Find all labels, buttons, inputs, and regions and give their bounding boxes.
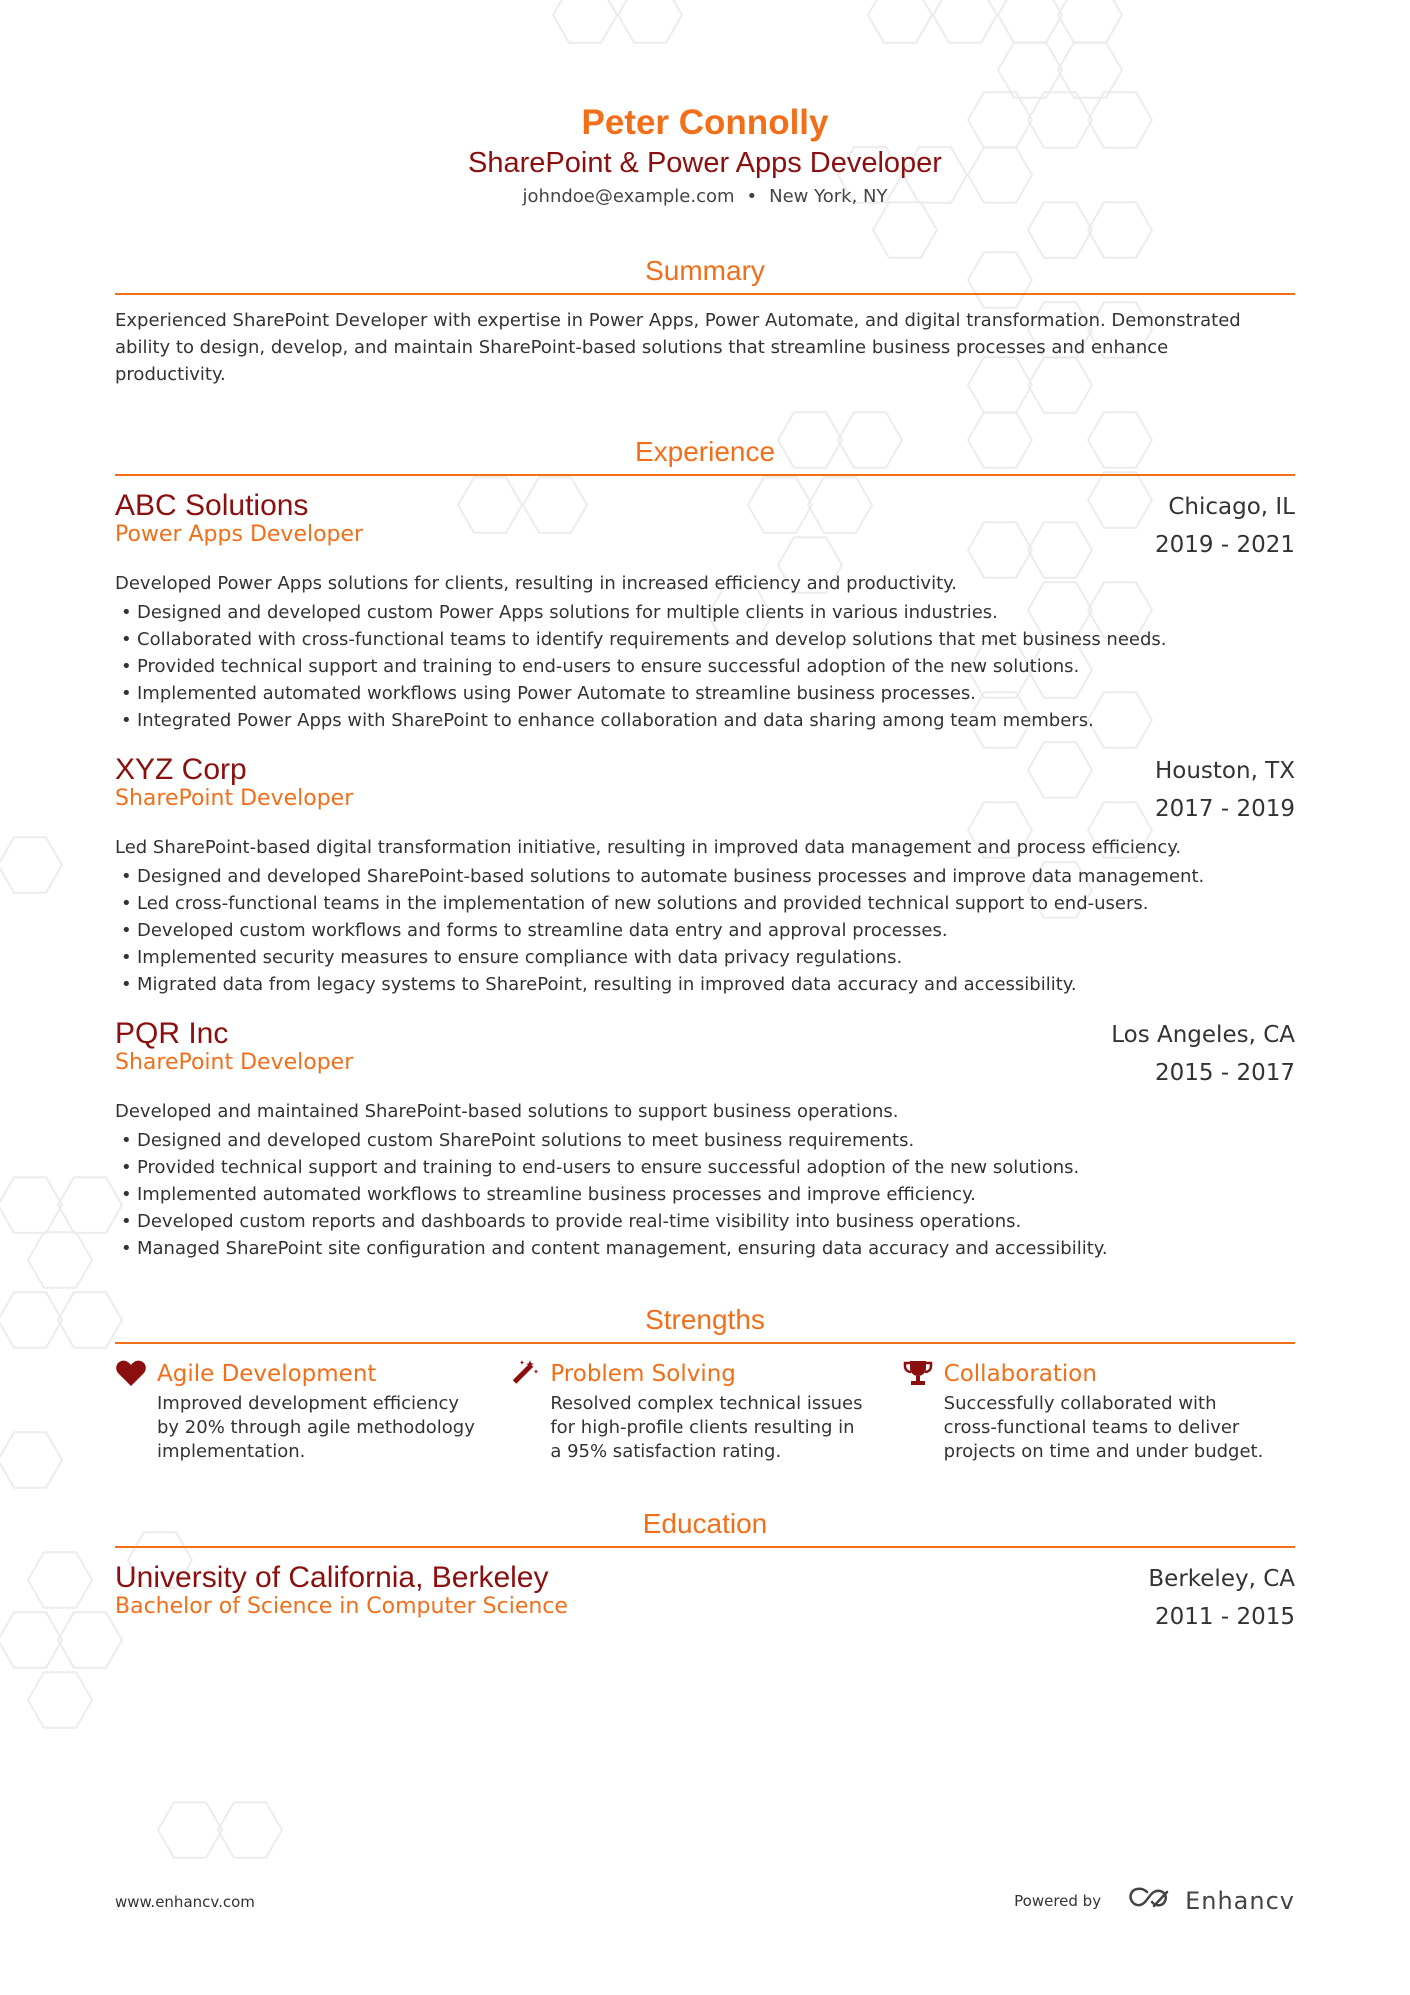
hexagon-shape bbox=[28, 1672, 92, 1727]
strength-title: Agile Development bbox=[157, 1360, 377, 1387]
resume-header bbox=[115, 0, 1295, 207]
job-dates: 2017 - 2019 bbox=[1155, 795, 1295, 822]
hexagon-shape bbox=[0, 1432, 62, 1487]
candidate-name: Peter Connolly bbox=[581, 103, 829, 142]
hexagon-shape bbox=[0, 1292, 62, 1347]
strength-title: Collaboration bbox=[943, 1360, 1097, 1387]
bullet-item: • Managed SharePoint site configuration and content management, ensuring data accuracy and accessibility. bbox=[121, 1235, 1295, 1262]
email[interactable]: johndoe@example.com bbox=[522, 185, 735, 207]
education-dates: 2011 - 2015 bbox=[1155, 1603, 1295, 1630]
school-name: University of California, Berkeley bbox=[115, 1560, 549, 1594]
strength-item bbox=[902, 1358, 1295, 1464]
bullet-item: • Led cross-functional teams in the implementation of new solutions and provided technical support to end-users. bbox=[121, 890, 1295, 917]
bullet-item: • Implemented security measures to ensure compliance with data privacy regulations. bbox=[121, 944, 1295, 971]
job-position: SharePoint Developer bbox=[115, 1049, 354, 1075]
strengths-list bbox=[115, 1358, 1295, 1464]
hexagon-shape bbox=[0, 1612, 62, 1667]
job-location: Chicago, IL bbox=[1168, 493, 1295, 520]
enhancv-logo-icon bbox=[1127, 1886, 1175, 1916]
strength-item bbox=[508, 1358, 901, 1464]
strength-description: Resolved complex technical issues for high-profile clients resulting in a 95% satisfaction rating. bbox=[550, 1392, 863, 1462]
hexagon-shape bbox=[28, 1232, 92, 1287]
hexagon-shape bbox=[58, 1612, 122, 1667]
bullet-item: • Provided technical support and training to end-users to ensure successful adoption of the new solutions. bbox=[121, 653, 1295, 680]
bullet-item: • Designed and developed custom SharePoint solutions to meet business requirements. bbox=[121, 1127, 1295, 1154]
hexagon-shape bbox=[0, 837, 62, 892]
strength-item bbox=[115, 1358, 508, 1464]
job-dates: 2015 - 2017 bbox=[1155, 1059, 1295, 1086]
footer bbox=[115, 1883, 1295, 1923]
bullet-item: • Developed custom reports and dashboards to provide real-time visibility into business operations. bbox=[121, 1208, 1295, 1235]
bullet-item: • Implemented automated workflows using Power Automate to streamline business processes. bbox=[121, 680, 1295, 707]
summary-heading: Summary bbox=[115, 255, 1295, 295]
bullet-item: • Designed and developed SharePoint-based solutions to automate business processes and improve data management. bbox=[121, 863, 1295, 890]
hexagon-shape bbox=[0, 1177, 62, 1232]
hexagon-shape bbox=[58, 1292, 122, 1347]
education-heading: Education bbox=[115, 1508, 1295, 1548]
trophy-icon bbox=[902, 1358, 944, 1390]
job-dates: 2019 - 2021 bbox=[1155, 531, 1295, 558]
bullet-item: • Integrated Power Apps with SharePoint to enhance collaboration and data sharing among team members. bbox=[121, 707, 1295, 734]
contact-separator: • bbox=[746, 185, 758, 207]
brand-name: Enhancv bbox=[1185, 1887, 1295, 1915]
contact-line bbox=[115, 186, 1295, 207]
resume-page bbox=[115, 0, 1295, 1636]
strength-title: Problem Solving bbox=[550, 1360, 736, 1387]
footer-url[interactable]: www.enhancv.com bbox=[115, 1893, 255, 1911]
strengths-heading: Strengths bbox=[115, 1304, 1295, 1344]
job-position: Power Apps Developer bbox=[115, 521, 364, 547]
footer-branding bbox=[1014, 1883, 1295, 1919]
bullet-item: • Designed and developed custom Power Apps solutions for multiple clients in various industries. bbox=[121, 599, 1295, 626]
bullet-item: • Migrated data from legacy systems to SharePoint, resulting in improved data accuracy and accessibility. bbox=[121, 971, 1295, 998]
bullet-item: • Implemented automated workflows to streamline business processes and improve efficiency. bbox=[121, 1181, 1295, 1208]
bullet-item: • Provided technical support and training to end-users to ensure successful adoption of the new solutions. bbox=[121, 1154, 1295, 1181]
magic-wand-icon bbox=[508, 1358, 550, 1390]
education-entry bbox=[115, 1560, 1295, 1636]
job-position: SharePoint Developer bbox=[115, 785, 354, 811]
job-entry bbox=[115, 752, 1295, 998]
job-location: Houston, TX bbox=[1154, 757, 1295, 784]
bullet-item: • Developed custom workflows and forms to streamline data entry and approval processes. bbox=[121, 917, 1295, 944]
experience-heading: Experience bbox=[115, 436, 1295, 476]
company-name: XYZ Corp bbox=[115, 752, 247, 786]
job-bullets bbox=[115, 863, 1295, 998]
strength-description: Improved development efficiency by 20% through agile methodology implementation. bbox=[157, 1392, 475, 1462]
job-location: Los Angeles, CA bbox=[1111, 1021, 1295, 1048]
job-header bbox=[115, 752, 1295, 828]
job-summary: Developed Power Apps solutions for clients, resulting in increased efficiency and productivity. bbox=[115, 572, 957, 594]
bullet-item: • Collaborated with cross-functional teams to identify requirements and develop solutions that met business needs. bbox=[121, 626, 1295, 653]
job-entry bbox=[115, 1016, 1295, 1262]
company-name: PQR Inc bbox=[115, 1016, 229, 1050]
heart-icon bbox=[115, 1358, 157, 1390]
school-location: Berkeley, CA bbox=[1148, 1565, 1295, 1592]
hexagon-shape bbox=[158, 1802, 222, 1857]
company-name: ABC Solutions bbox=[115, 488, 309, 522]
job-bullets bbox=[115, 599, 1295, 734]
strength-description: Successfully collaborated with cross-functional teams to deliver projects on time and under budget. bbox=[943, 1392, 1264, 1462]
candidate-title: SharePoint & Power Apps Developer bbox=[468, 146, 942, 179]
job-summary: Led SharePoint-based digital transformation initiative, resulting in improved data management and process efficiency. bbox=[115, 836, 1182, 858]
powered-by-label: Powered by bbox=[1014, 1892, 1102, 1910]
job-header bbox=[115, 488, 1295, 564]
summary-text: Experienced SharePoint Developer with expertise in Power Apps, Power Automate, and digital transformation. Demonstrated ability to design, develop, and maintain SharePoint-based solutions that streamline business processes and enhance productivity. bbox=[115, 309, 1241, 385]
job-summary: Developed and maintained SharePoint-based solutions to support business operations. bbox=[115, 1100, 899, 1122]
education-header bbox=[115, 1560, 1295, 1636]
degree: Bachelor of Science in Computer Science bbox=[115, 1593, 568, 1619]
job-bullets bbox=[115, 1127, 1295, 1262]
hexagon-shape bbox=[218, 1802, 282, 1857]
hexagon-shape bbox=[58, 1177, 122, 1232]
job-header bbox=[115, 1016, 1295, 1092]
job-entry bbox=[115, 488, 1295, 734]
location: New York, NY bbox=[769, 185, 888, 207]
hexagon-shape bbox=[28, 1552, 92, 1607]
